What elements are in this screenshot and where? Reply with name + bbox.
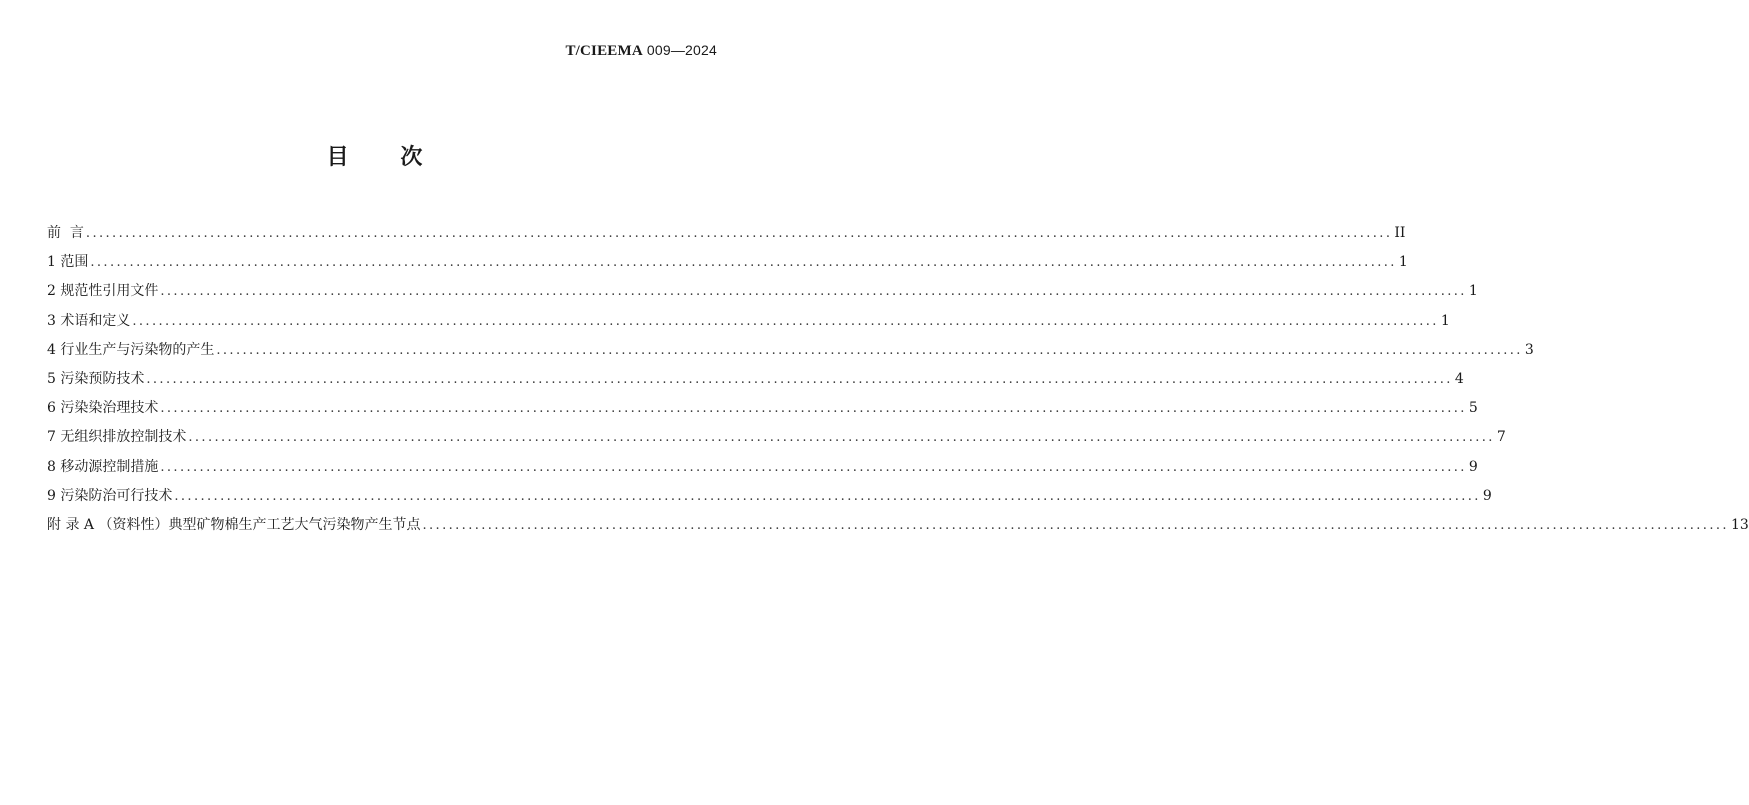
toc-entry-terms-definitions[interactable]	[47, 310, 1450, 339]
toc-entry-feasible-techniques[interactable]	[47, 485, 1492, 514]
toc-entry-label: 9 污染防治可行技术	[47, 487, 173, 504]
toc-entry-appendix-a[interactable]	[47, 514, 1749, 543]
toc-entry-page: 1	[1468, 283, 1478, 300]
toc-leader-dots: ........................................................................................................................................................................................................	[422, 517, 1729, 533]
toc-entry-page: 13	[1730, 516, 1749, 533]
toc-leader-dots: ........................................................................................................................................................................................................	[188, 430, 1495, 446]
standard-number: 009—2024	[646, 42, 717, 58]
toc-entry-label: 3 术语和定义	[47, 312, 131, 329]
toc-entry-normative-references[interactable]	[47, 280, 1478, 309]
toc-leader-dots: ........................................................................................................................................................................................................	[216, 342, 1523, 358]
toc-leader-dots: ........................................................................................................................................................................................................	[132, 313, 1439, 329]
toc-entry-industry-production[interactable]	[47, 339, 1534, 368]
toc-entry-label: 前 言	[47, 225, 84, 241]
toc-entry-fugitive-emission[interactable]	[47, 426, 1506, 455]
toc-entry-page: 9	[1482, 487, 1492, 504]
toc-entry-label: 2 规范性引用文件	[47, 283, 159, 300]
toc-entry-label: 4 行业生产与污染物的产生	[47, 341, 215, 358]
toc-leader-dots: ........................................................................................................................................................................................................	[146, 371, 1453, 387]
toc-entry-page: 9	[1468, 458, 1478, 475]
toc-entry-pollution-prevention[interactable]	[47, 368, 1464, 397]
toc-entry-label: 8 移动源控制措施	[47, 458, 159, 475]
toc-entry-label: 7 无组织排放控制技术	[47, 429, 187, 446]
toc-leader-dots: ........................................................................................................................................................................................................	[160, 401, 1467, 417]
toc-leader-dots: ........................................................................................................................................................................................................	[160, 284, 1467, 300]
toc-entry-foreword[interactable]	[47, 222, 1406, 251]
toc-entry-page: 7	[1496, 429, 1506, 446]
toc-entry-scope[interactable]	[47, 251, 1408, 280]
table-of-contents	[47, 222, 1749, 543]
toc-entry-page: 1	[1398, 254, 1408, 271]
toc-entry-page: 1	[1440, 312, 1450, 329]
toc-entry-mobile-source[interactable]	[47, 456, 1478, 485]
toc-entry-label: 5 污染预防技术	[47, 370, 145, 387]
toc-title: 目 次	[326, 145, 445, 170]
toc-entry-page: 3	[1524, 341, 1534, 358]
toc-entry-label: 附 录 A （资料性）典型矿物棉生产工艺大气污染物产生节点	[47, 516, 421, 533]
toc-entry-page: 4	[1454, 370, 1464, 387]
toc-entry-pollution-treatment[interactable]	[47, 397, 1478, 426]
standard-prefix: T/CIEEMA	[565, 43, 643, 59]
toc-leader-dots: ........................................................................................................................................................................................................	[85, 226, 1393, 241]
toc-entry-page: II	[1394, 225, 1406, 241]
toc-leader-dots: ........................................................................................................................................................................................................	[90, 255, 1397, 271]
toc-leader-dots: ........................................................................................................................................................................................................	[174, 488, 1481, 504]
toc-entry-label: 1 范围	[47, 254, 89, 271]
toc-entry-label: 6 污染染治理技术	[47, 400, 159, 417]
standard-code	[565, 42, 717, 60]
toc-leader-dots: ........................................................................................................................................................................................................	[160, 459, 1467, 475]
toc-entry-page: 5	[1468, 400, 1478, 417]
